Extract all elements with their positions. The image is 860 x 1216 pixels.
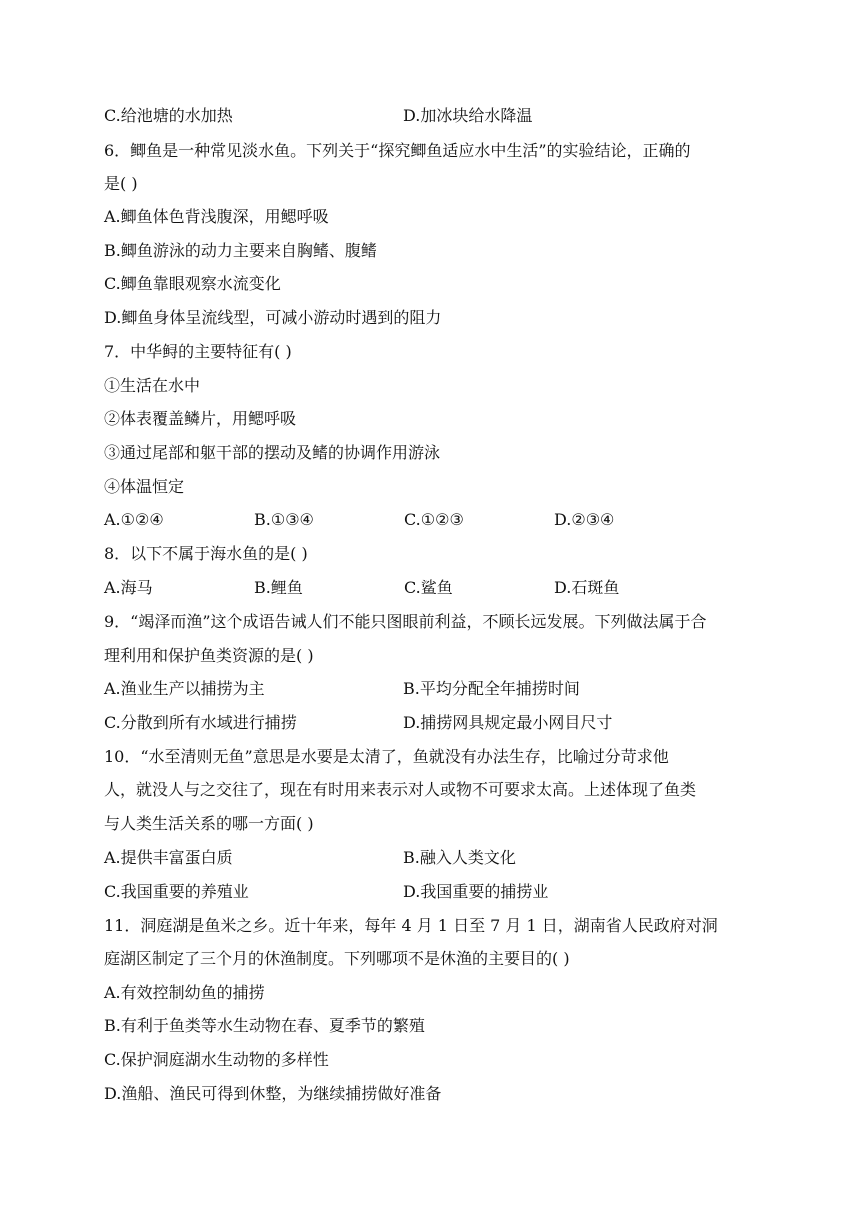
q7-option-b: B.①③④ bbox=[254, 510, 314, 529]
q10-stem-line3: 与人类生活关系的哪一方面( ) bbox=[104, 814, 314, 833]
q10-option-d: D.我国重要的捕捞业 bbox=[403, 882, 549, 901]
q8-option-a: A.海马 bbox=[104, 578, 153, 597]
q10-option-b: B.融入人类文化 bbox=[403, 848, 516, 867]
q7-stem: 7．中华鲟的主要特征有( ) bbox=[104, 342, 292, 361]
q6-option-a: A.鲫鱼体色背浅腹深，用鳃呼吸 bbox=[104, 207, 329, 226]
q11-option-a: A.有效控制幼鱼的捕捞 bbox=[104, 983, 265, 1002]
q11-option-d: D.渔船、渔民可得到休整，为继续捕捞做好准备 bbox=[104, 1084, 442, 1103]
q8-option-b: B.鲤鱼 bbox=[254, 578, 303, 597]
q7-option-a: A.①②④ bbox=[104, 510, 164, 529]
q11-option-c: C.保护洞庭湖水生动物的多样性 bbox=[104, 1050, 329, 1069]
q8-stem: 8．以下不属于海水鱼的是( ) bbox=[104, 544, 308, 563]
q7-option-c: C.①②③ bbox=[404, 510, 464, 529]
q8-option-c: C.鲨鱼 bbox=[404, 578, 453, 597]
q7-option-d: D.②③④ bbox=[554, 510, 615, 529]
q11-stem-line2: 庭湖区制定了三个月的休渔制度。下列哪项不是休渔的主要目的( ) bbox=[104, 949, 570, 968]
q6-stem-line1: 6．鲫鱼是一种常见淡水鱼。下列关于“探究鲫鱼适应水中生活”的实验结论，正确的 bbox=[104, 141, 691, 160]
q10-stem-line1: 10．“水至清则无鱼”意思是水要是太清了，鱼就没有办法生存，比喻过分苛求他 bbox=[104, 747, 669, 766]
q7-statement-4: ④体温恒定 bbox=[104, 477, 185, 496]
q9-option-c: C.分散到所有水域进行捕捞 bbox=[104, 713, 297, 732]
q7-statement-2: ②体表覆盖鳞片，用鳃呼吸 bbox=[104, 409, 297, 428]
q6-stem-line2: 是( ) bbox=[104, 174, 138, 193]
q9-option-b: B.平均分配全年捕捞时间 bbox=[403, 679, 580, 698]
q9-stem-line1: 9．“竭泽而渔”这个成语告诫人们不能只图眼前利益，不顾长远发展。下列做法属于合 bbox=[104, 612, 707, 631]
q5-option-c: C.给池塘的水加热 bbox=[104, 106, 233, 125]
q9-option-a: A.渔业生产以捕捞为主 bbox=[104, 679, 265, 698]
q6-option-d: D.鲫鱼身体呈流线型，可减小游动时遇到的阻力 bbox=[104, 308, 442, 327]
q10-option-a: A.提供丰富蛋白质 bbox=[104, 848, 233, 867]
q7-statement-1: ①生活在水中 bbox=[104, 376, 201, 395]
q8-option-d: D.石斑鱼 bbox=[554, 578, 620, 597]
q11-stem-line1: 11．洞庭湖是鱼米之乡。近十年来，每年 4 月 1 日至 7 月 1 日，湖南省人民政府对洞 bbox=[104, 916, 718, 935]
q9-stem-line2: 理利用和保护鱼类资源的是( ) bbox=[104, 646, 314, 665]
q5-option-d: D.加冰块给水降温 bbox=[403, 106, 533, 125]
q6-option-c: C.鲫鱼靠眼观察水流变化 bbox=[104, 274, 281, 293]
q9-option-d: D.捕捞网具规定最小网目尺寸 bbox=[403, 713, 613, 732]
q10-option-c: C.我国重要的养殖业 bbox=[104, 882, 249, 901]
q7-statement-3: ③通过尾部和躯干部的摆动及鳍的协调作用游泳 bbox=[104, 443, 441, 462]
q11-option-b: B.有利于鱼类等水生动物在春、夏季节的繁殖 bbox=[104, 1016, 425, 1035]
q6-option-b: B.鲫鱼游泳的动力主要来自胸鳍、腹鳍 bbox=[104, 241, 377, 260]
q10-stem-line2: 人，就没人与之交往了，现在有时用来表示对人或物不可要求太高。上述体现了鱼类 bbox=[104, 780, 697, 799]
